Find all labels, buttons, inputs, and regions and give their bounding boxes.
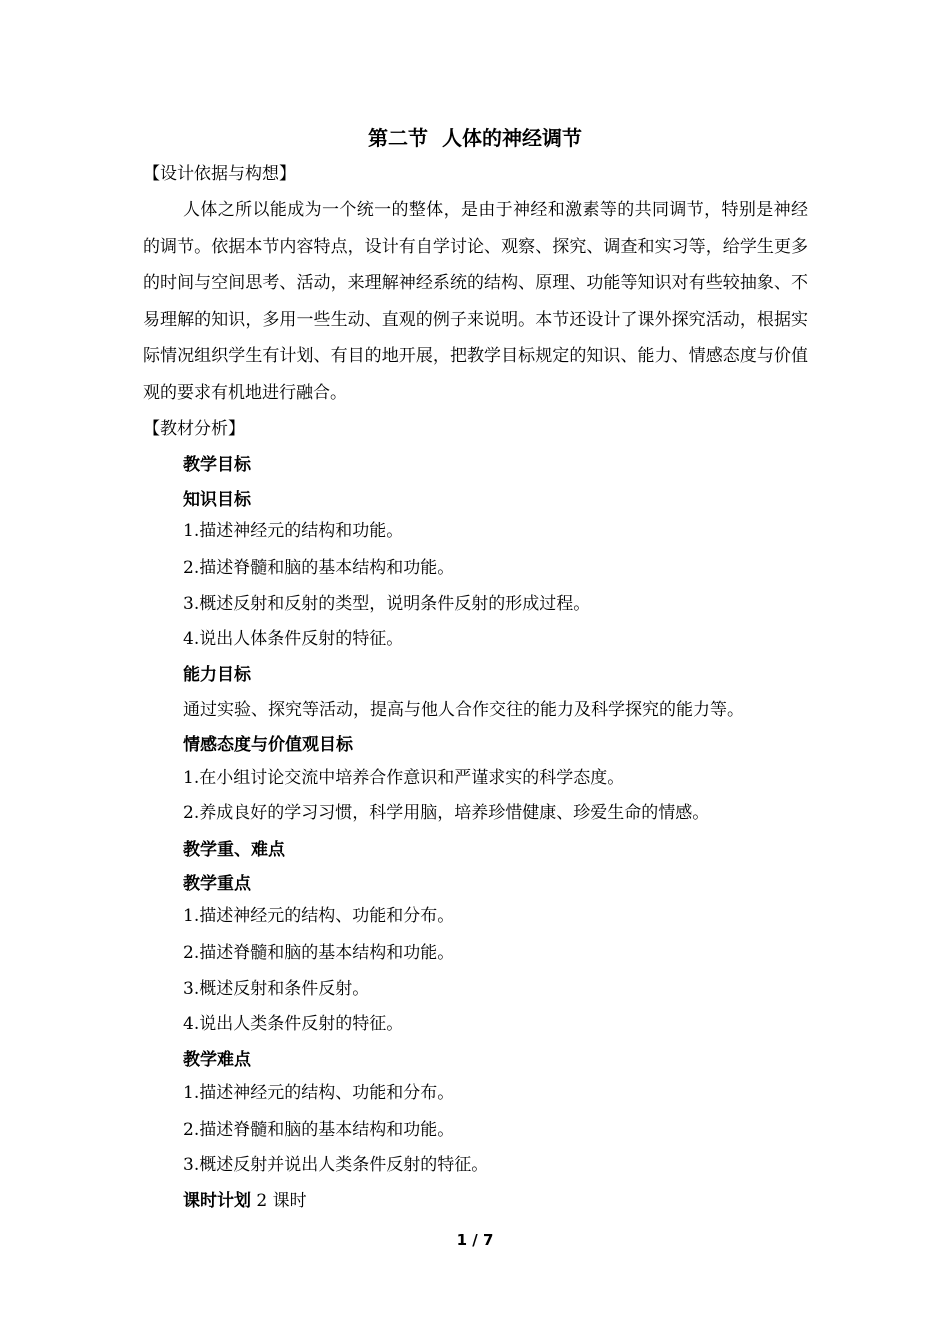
schedule-label: 课时计划 [183,1191,251,1211]
schedule-value: 2 课时 [251,1191,307,1211]
knowledge-goals-heading: 知识目标 [183,490,251,510]
knowledge-item: 1.描述神经元的结构和功能。 [183,521,404,541]
emotion-item: 2.养成良好的学习习惯，科学用脑，培养珍惜健康、珍爱生命的情感。 [183,803,710,823]
key-point-item: 4.说出人类条件反射的特征。 [183,1014,404,1034]
knowledge-item: 2.描述脊髓和脑的基本结构和功能。 [183,558,455,578]
key-point-item: 2.描述脊髓和脑的基本结构和功能。 [183,943,455,963]
difficult-points-heading: 教学难点 [183,1050,251,1070]
schedule-line [183,1188,307,1214]
page-number: 1 / 7 [456,1231,494,1249]
knowledge-item: 4.说出人体条件反射的特征。 [183,629,404,649]
analysis-heading: 【教材分析】 [143,419,245,439]
design-basis-heading: 【设计依据与构想】 [143,164,296,184]
ability-goals-text: 通过实验、探究等活动，提高与他人合作交往的能力及科学探究的能力等。 [183,700,744,720]
key-difficult-heading: 教学重、难点 [183,840,285,860]
knowledge-item: 3.概述反射和反射的类型，说明条件反射的形成过程。 [183,594,591,614]
difficult-point-item: 3.概述反射并说出人类条件反射的特征。 [183,1155,489,1175]
emotion-item: 1.在小组讨论交流中培养合作意识和严谨求实的科学态度。 [183,768,625,788]
emotion-goals-heading: 情感态度与价值观目标 [183,735,353,755]
key-points-heading: 教学重点 [183,874,251,894]
page-title: 第二节 人体的神经调节 [368,126,582,150]
difficult-point-item: 2.描述脊髓和脑的基本结构和功能。 [183,1120,455,1140]
design-basis-paragraph: 人体之所以能成为一个统一的整体，是由于神经和激素等的共同调节，特别是神经的调节。依据本节内容特点，设计有自学讨论、观察、探究、调查和实习等，给学生更多的时间与空间思考、活动，来理解神经系统的结构、原理、功能等知识对有些较抽象、不易理解的知识，多用一些生动、直观的例子来说明。本节还设计了课外探究活动，根据实际情况组织学生有计划、有目的地开展，把教学目标规定的知识、能力、情感态度与价值观的要求有机地进行融合。 [143,200,808,403]
teaching-goals-heading: 教学目标 [183,455,251,475]
ability-goals-heading: 能力目标 [183,665,251,685]
difficult-point-item: 1.描述神经元的结构、功能和分布。 [183,1083,455,1103]
key-point-item: 1.描述神经元的结构、功能和分布。 [183,906,455,926]
key-point-item: 3.概述反射和条件反射。 [183,979,370,999]
